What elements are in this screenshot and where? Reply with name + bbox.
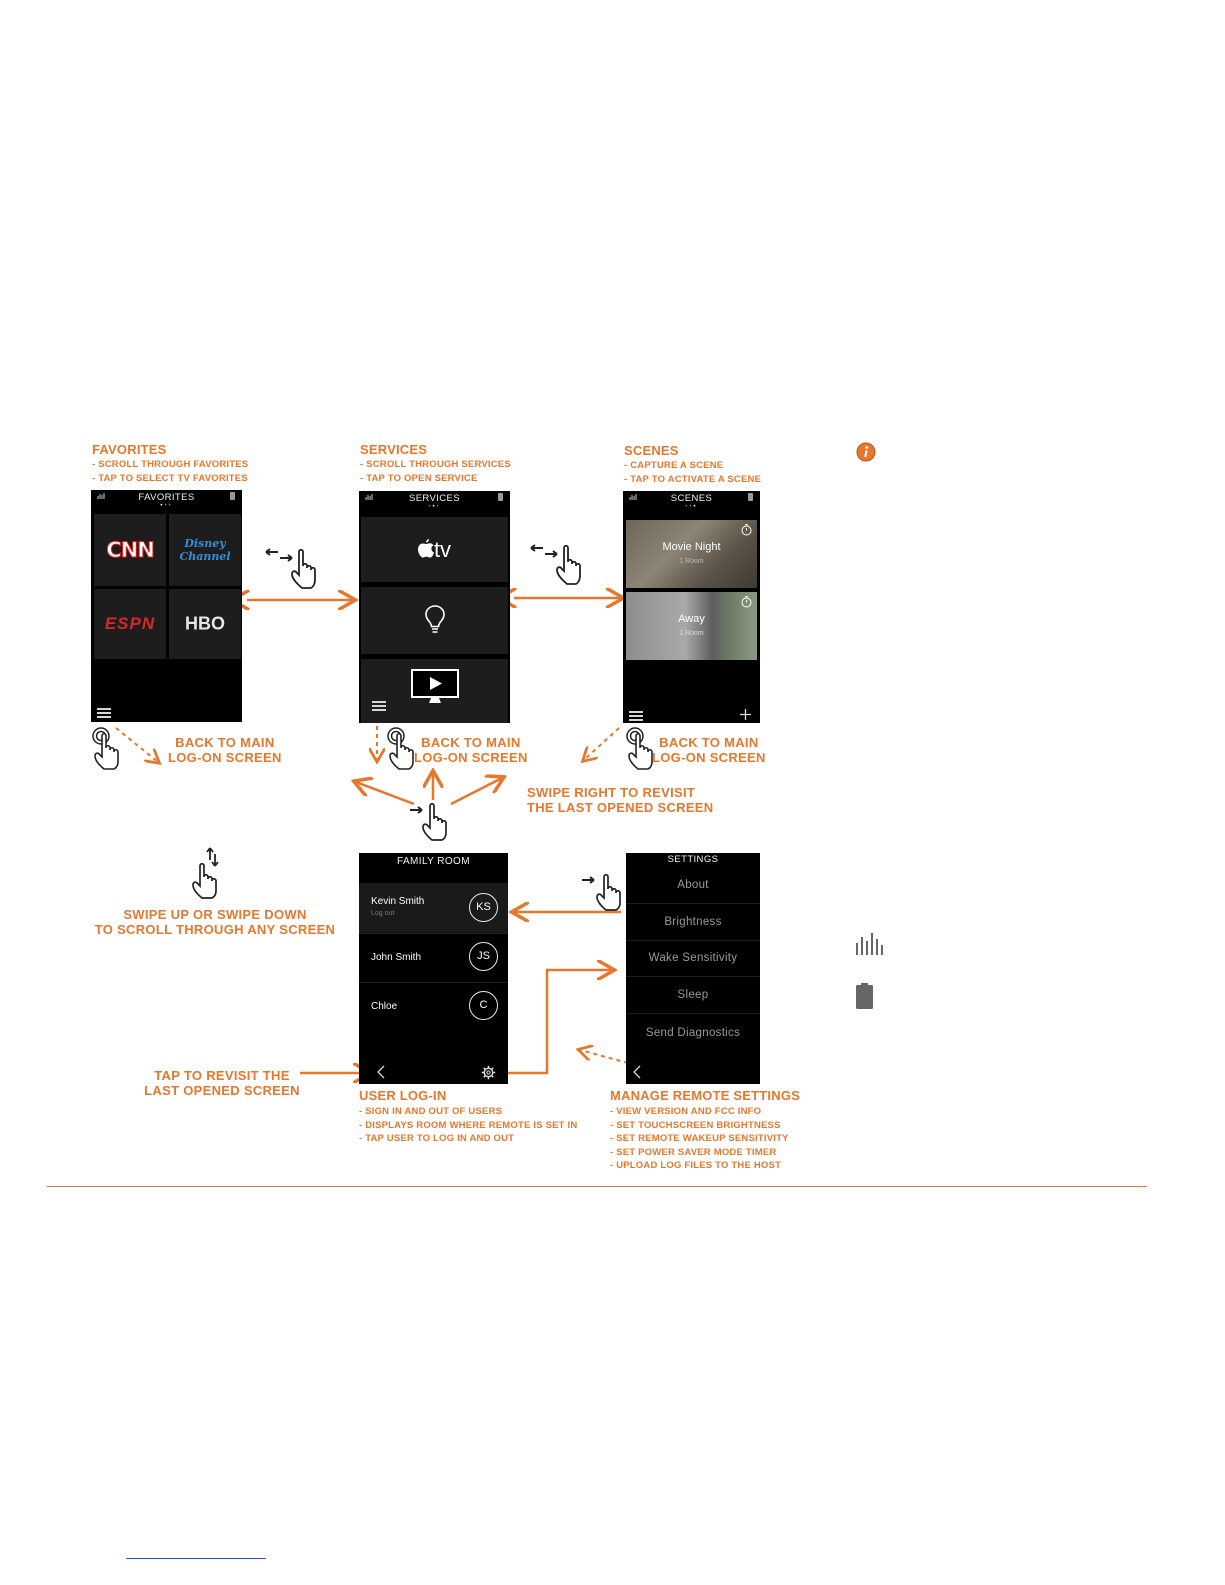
settings-brightness[interactable]: Brightness: [626, 904, 760, 941]
arrow-gear-to-settings: [503, 970, 612, 1073]
swipe-right-callout: SWIPE RIGHT TO REVISIT THE LAST OPENED SCREEN: [527, 785, 714, 815]
dashed-arrow-favorites-back: [116, 728, 158, 762]
scene-movie-night[interactable]: [626, 520, 757, 588]
swipe-right-hand-icon: [580, 872, 626, 912]
tile-disney[interactable]: [169, 514, 241, 586]
user-name: Chloe: [371, 1001, 398, 1012]
battery-icon: [230, 492, 235, 500]
page-dots: •••: [160, 503, 173, 509]
family-room-screen: [359, 853, 508, 1084]
page-dots: •••: [685, 504, 698, 510]
screen-title: FAMILY ROOM: [397, 856, 470, 867]
back-icon[interactable]: [633, 1065, 641, 1079]
tile-espn[interactable]: [94, 589, 166, 659]
status-bar: [359, 491, 510, 513]
apple-icon: [418, 539, 434, 558]
manage-settings-bullets: - VIEW VERSION AND FCC INFO - SET TOUCHSCREEN BRIGHTNESS - SET REMOTE WAKEUP SENSITIVITY - SET POWER SAVER MODE TIMER - UPLOAD LOG FILES TO THE HOST: [610, 1106, 789, 1171]
services-bullets: - SCROLL THROUGH SERVICES - TAP TO OPEN SERVICE: [360, 459, 511, 484]
battery-icon: [748, 493, 753, 501]
scenes-heading: SCENES: [624, 443, 679, 458]
dashed-arrow-scenes-back: [584, 728, 619, 760]
settings-wake-sensitivity[interactable]: Wake Sensitivity: [626, 940, 760, 977]
add-icon[interactable]: [740, 709, 751, 720]
service-lights[interactable]: [361, 587, 508, 654]
battery-icon: [498, 493, 503, 501]
battery-level-icon: [856, 983, 873, 1009]
timer-icon: [741, 524, 752, 536]
menu-icon[interactable]: [629, 711, 643, 721]
timer-icon: [741, 596, 752, 608]
menu-icon[interactable]: [97, 708, 111, 718]
info-icon: [856, 442, 876, 462]
settings-screen: [626, 853, 760, 1084]
avatar: JS: [469, 942, 498, 971]
favorites-bullets: - SCROLL THROUGH FAVORITES - TAP TO SELECT TV FAVORITES: [92, 459, 249, 484]
hbo-logo: HBO: [185, 613, 225, 634]
apple-tv-logo: tv: [361, 537, 508, 563]
disney-logo: Disney Channel: [179, 537, 231, 563]
status-bar: [91, 490, 242, 512]
scenes-back-callout: BACK TO MAIN LOG-ON SCREEN: [652, 735, 766, 765]
tv-play-icon: [411, 669, 459, 705]
tap-revisit-callout: TAP TO REVISIT THE LAST OPENED SCREEN: [144, 1068, 300, 1098]
services-screen: [359, 491, 510, 723]
tile-cnn[interactable]: [94, 514, 166, 586]
avatar: C: [469, 991, 498, 1020]
user-row-john[interactable]: [359, 933, 508, 983]
section-divider: [47, 1186, 1147, 1187]
user-row-chloe[interactable]: [359, 982, 508, 1032]
favorites-screen: [91, 490, 242, 722]
back-icon[interactable]: [377, 1065, 385, 1079]
espn-logo: ESPN: [104, 614, 156, 633]
settings-send-diagnostics[interactable]: Send Diagnostics: [645, 1027, 741, 1039]
screen-title: SETTINGS: [667, 854, 719, 865]
page-dots: •••: [428, 504, 441, 510]
screen-title: SERVICES: [408, 493, 461, 504]
status-bar: [623, 491, 760, 513]
lightbulb-icon: [425, 605, 445, 635]
service-apple-tv[interactable]: [361, 517, 508, 582]
scene-sub: 1 Room: [679, 630, 704, 637]
manage-settings-heading: MANAGE REMOTE SETTINGS: [610, 1088, 801, 1103]
swipe-scroll-callout: SWIPE UP OR SWIPE DOWN TO SCROLL THROUGH ANY SCREEN: [94, 907, 336, 937]
avatar: KS: [469, 893, 498, 922]
screen-title: FAVORITES: [138, 492, 195, 503]
scene-name: Away: [678, 613, 705, 625]
user-name: John Smith: [371, 952, 422, 963]
signal-strength-icon: [855, 933, 883, 955]
user-row-kevin[interactable]: [359, 883, 508, 934]
services-heading: SERVICES: [360, 442, 428, 457]
swipe-right-hand-icon: [408, 800, 454, 842]
tile-hbo[interactable]: [169, 589, 241, 659]
tap-hand-icon: [385, 727, 417, 771]
user-login-bullets: - SIGN IN AND OUT OF USERS - DISPLAYS ROOM WHERE REMOTE IS SET IN - TAP USER TO LOG IN AND OUT: [359, 1106, 578, 1144]
scene-name: Movie Night: [662, 541, 721, 553]
scenes-screen: [623, 491, 760, 723]
service-video[interactable]: [361, 659, 508, 723]
gear-icon[interactable]: [481, 1065, 496, 1080]
cnn-logo: CNN: [106, 538, 154, 562]
menu-icon[interactable]: [372, 701, 386, 711]
arrow-fan-left: [356, 782, 414, 804]
user-name: Kevin Smith: [371, 896, 425, 907]
footer-link-underline: [126, 1558, 266, 1559]
dashed-arrow-manage-settings: [580, 1050, 628, 1063]
scenes-bullets: - CAPTURE A SCENE - TAP TO ACTIVATE A SCENE: [624, 460, 762, 485]
scene-sub: 1 Room: [679, 558, 704, 565]
services-back-callout: BACK TO MAIN LOG-ON SCREEN: [414, 735, 528, 765]
tap-hand-icon: [90, 727, 122, 771]
favorites-back-callout: BACK TO MAIN LOG-ON SCREEN: [168, 735, 282, 765]
screen-title: SCENES: [670, 493, 713, 504]
favorites-heading: FAVORITES: [92, 442, 167, 457]
logout-link[interactable]: Log out: [371, 910, 395, 917]
user-login-heading: USER LOG-IN: [359, 1088, 447, 1103]
swipe-hand-icon: [264, 544, 330, 590]
settings-sleep[interactable]: Sleep: [626, 977, 760, 1014]
swipe-hand-icon: [529, 540, 595, 586]
settings-about[interactable]: About: [626, 867, 760, 904]
swipe-vertical-hand-icon: [186, 846, 226, 900]
scene-away[interactable]: [626, 592, 757, 660]
arrow-fan-right: [451, 778, 502, 804]
